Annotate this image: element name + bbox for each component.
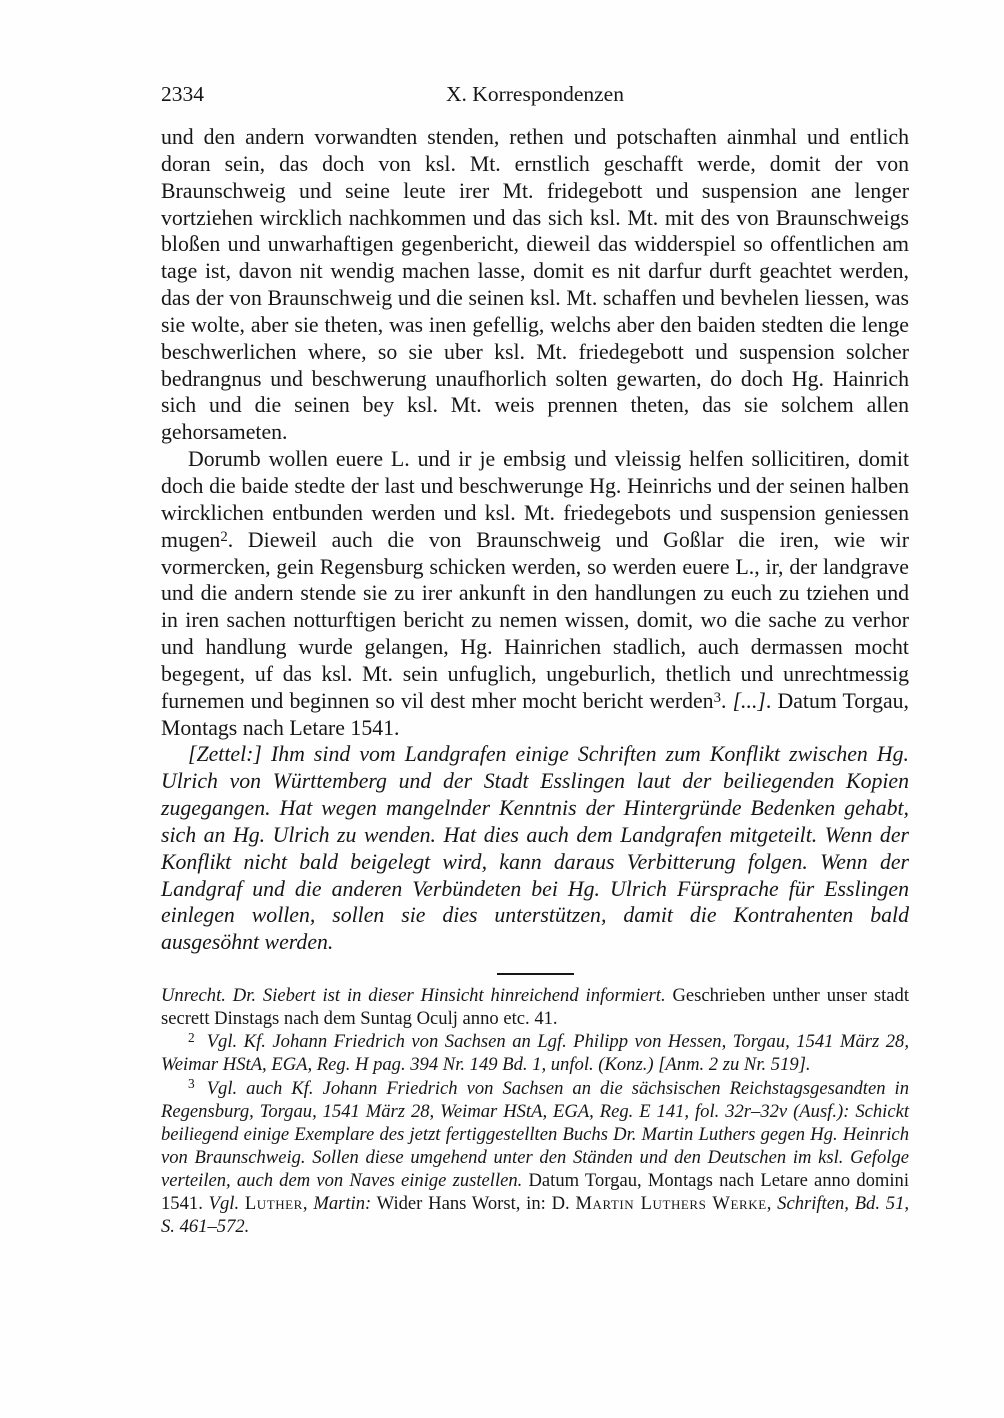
text-segment-roman: Wider Hans Worst, in: D. [371, 1193, 576, 1214]
text-segment-italic: Unrecht. Dr. Siebert ist in dieser Hinsicht hinreichend informiert. [161, 985, 666, 1007]
running-title: X. Korrespondenzen [446, 82, 624, 106]
footnote-3-marker: 3 [188, 1075, 195, 1091]
text-segment-sup: 3 [713, 689, 721, 706]
text-segment-roman: Datum Torgau, Montags nach Letare anno domini 1541. [161, 1169, 910, 1214]
footnote-3 [161, 1077, 909, 1239]
text-segment-italic: [...] [732, 688, 766, 713]
text-segment-sup: 2 [220, 528, 228, 545]
text-segment-italic: Schriften, Bd. 51, S. 461–572. [161, 1193, 910, 1238]
text-segment-roman: Dorumb wollen euere L. und ir je embsig und vleissig helfen sollicitiren, domit doch die baide stedte der last und beschwerunge Hg. Heinrichs und der seinen halben wircklichen entbunden werden und ksl. Mt. friedegebots und suspension geniessen mugen [161, 447, 909, 552]
text-segment-italic: Vgl. Kf. Johann Friedrich von Sachsen an Lgf. Philipp von Hessen, Torgau, 1541 März 28, Weimar HStA, EGA, Reg. H pag. 394 Nr. 149 Bd. 1, unfol. (Konz.) [Anm. 2 zu Nr. 519]. [161, 1031, 909, 1076]
text-segment-roman: , [302, 1193, 314, 1214]
paragraph-zettel [161, 741, 909, 956]
text-segment-smallcaps: Luther [244, 1193, 303, 1214]
text-segment-roman: , [766, 1193, 778, 1214]
text-segment-italic: Vgl. auch Kf. Johann Friedrich von Sachsen an die sächsischen Reichstagsgesandten in Regensburg, Torgau, 1541 März 28, Weimar HStA, EGA, Reg. E 141, fol. 32r–32v (Ausf.): Schickt beiliegend einige Exemplare des jetzt fertiggestellten Buchs Dr. Martin Luthers gegen Hg. Heinrich von Braunschweig. Sollen diese umgehend unter den Ständen und den Deutschen im ksl. Gefolge verteilen, auch dem von Naves einige zustellen. [161, 1077, 909, 1191]
text-segment-italic: Vgl. [208, 1193, 245, 1214]
text-segment-roman: . Dieweil auch die von Braunschweig und Goßlar die iren, wie wir vormercken, gein Regensburg schicken werden, so werden euere L., ir, der landgrave und die andern stende sie zu irer ankunft in den handlungen zu euch zu tziehen und in iren sachen notturftigen bericht zu nemen wissen, domit, wo die sache zu verhor und handlung wurde gelangen, Hg. Hainrichen stadlich, auch dermassen mocht begegent, uf das ksl. Mt. sein unfuglich, ungeburlich, thetlich und unrechtmessig furnemen und beginnen so vil dest mher mocht bericht werden [161, 527, 909, 713]
text-segment-roman: Geschrieben unther unser stadt secrett Dinstags nach dem Suntag Oculj anno etc. 41. [161, 985, 909, 1030]
footnote-1-continuation [161, 984, 909, 1030]
text-segment-roman: . Datum Torgau, Montags nach Letare 1541. [161, 688, 909, 740]
text-segment-italic: [Zettel:] Ihm sind vom Landgrafen einige Schriften zum Konflikt zwischen Hg. Ulrich von Württemberg und der Stadt Esslingen laut der beiliegenden Kopien zugegangen. Hat wegen mangelnder Kenntnis der Hintergründe Bedenken gehabt, sich an Hg. Ulrich zu wenden. Hat dies auch dem Landgrafen mitgeteilt. Wenn der Konflikt nicht bald beigelegt wird, kann daraus Verbitterung folgen. Wenn der Landgraf und die anderen Verbündeten bei Hg. Ulrich Fürsprache für Esslingen einlegen wollen, sollen sie dies unterstützen, damit die Kontrahenten bald ausgesöhnt werden. [161, 742, 909, 955]
paragraph-continuation [161, 124, 909, 446]
footnote-2-text [161, 1031, 909, 1075]
paragraph-dorumb [161, 446, 909, 741]
footnote-3-text [161, 1075, 910, 1238]
body-text [161, 124, 909, 956]
text-segment-italic: Martin: [313, 1193, 372, 1214]
text-block [161, 80, 909, 1238]
page-header [161, 80, 909, 108]
text-segment-roman: und den andern vorwandten stenden, rethen und potschaften ainmhal und entlich doran sein, das doch von ksl. Mt. ernstlich geschafft werde, domit der von Braunschweig und seine leute irer Mt. fridegebott und suspension ane lenger vortziehen wircklich nachkommen und das sich ksl. Mt. mit des von Braunschweigs bloßen und unwarhaftigen gegenbericht, dieweil das widderspiel so offentlichen am tage ist, davon nit wendig machen lasse, domit es nit darfur durft geachtet werden, das der von Braunschweig und die seinen ksl. Mt. schaffen und bevhelen liessen, was sie wolte, aber sie theten, was inen gefellig, welchs aber den baiden stedten die lenge beschwerlichen where, so sie uber ksl. Mt. friedegebott und suspension solcher bedrangnus und beschwerung unaufhorlich solten gewarten, do doch Hg. Hainrich sich und die seinen bey ksl. Mt. weis prennen theten, das sie solchem allen gehorsameten. [161, 125, 909, 445]
footnote-2 [161, 1030, 909, 1076]
page-number: 2334 [161, 82, 204, 106]
footnote-separator-rule [497, 973, 574, 975]
text-segment-smallcaps: Martin Luthers Werke [575, 1193, 767, 1214]
footnote-2-marker: 2 [188, 1029, 195, 1045]
footnotes-block [161, 984, 909, 1238]
text-segment-roman: . [721, 688, 733, 713]
